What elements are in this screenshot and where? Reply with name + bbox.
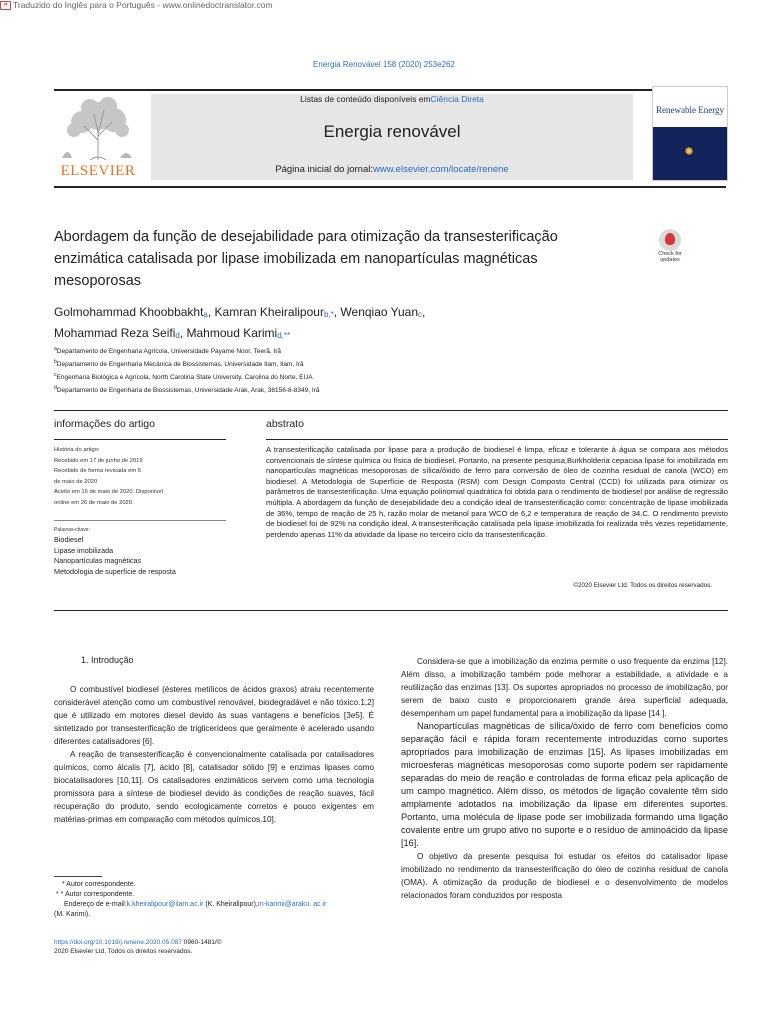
info-heading-rule	[54, 439, 226, 440]
elsevier-wordmark: ELSEVIER	[60, 163, 136, 179]
affiliation: $^c$Engenharia Biológica e Agrícola, North Carolina State University, Carolina do Norte, EUA	[54, 372, 313, 382]
email-link[interactable]: k.kheiralipour@ilam.ac.ir	[126, 901, 204, 908]
keyword-list	[54, 535, 226, 577]
author[interactable]: Mahmoud Karimi$_{d,**}$	[186, 326, 291, 340]
journal-banner	[151, 94, 633, 180]
abstract-text: A transesterificação catalisada por lipase para a produção de biodiesel é limpa, eficaz e tolerante à água se compara aos métodos convencionais de síntese química ou física de biodiesel. Portanto, na presente pesquisa,Burkholderia cepaciaa lipase foi imobilizada em nanopartículas magnéticas mesoporosas de sílica/óxido de ferro para conversão de óleo de cozinha residual de canola (WCO) em biodiesel. A Metodologia de Superfície de Resposta (RSM) com Design Composto Central (CCD) foi utilizada para otimizar os parâmetros de transesterificação. Uma equação polinomial quadrática foi obtida para o rendimento de biodiesel por análise de regressão múltipla. A abordagem da função de desejabilidade deu a condição ideal de transesterificação como: concentração de lipase imobilizada de 36%, tempo de reação de 25 h, razão molar de metanol para WCO de 6,2 e temperatura de reação de 34.C. O rendimento previsto de biodiesel foi de 92% na condição ideal. A transesterificação catalisada pela lipase imobilizada foi realizada três vezes repetidamente, perdendo apenas 11% da atividade da lipase no terceiro ciclo da transesterificação.	[266, 445, 728, 539]
paragraph: O objetivo da presente pesquisa foi estudar os efeitos do catalisador lipase imobilizado no rendimento da transesterificação do óleo de cozinha residual de canola (OMA). A otimização da produção de biodiesel e o desenvolvimento de modelos relacionados foram conduzidos por resposta	[401, 852, 728, 900]
cover-subtitle-decor	[653, 117, 727, 121]
author-list: Golmohammad Khoobbakht$_a$, Kamran Kheiralipour$_{b,*}$, Wenqiao Yuan$_c$, Mohammad Reza Seifi$_d$, Mahmoud Karimi$_{d,**}$	[54, 305, 426, 340]
contents-line: Listas de conteúdo disponíveis emCiência Direta	[300, 94, 484, 104]
tree-icon	[54, 96, 142, 162]
check-updates-label: Check for updates	[658, 251, 682, 263]
paragraph: Considera-se que a imobilização da enzima permite o uso frequente da enzima [12]. Além disso, a imobilização também pode melhorar a estabilidade, a atividade e a reutilização das enzimas [13]. Os suportes apropriados no processo de imobilização, por serem de baixo custo e proporcionarem grande área superficial adequada, desempenham um papel fundamental para a imobilização da lipase [14 ].	[401, 657, 728, 718]
abstract-copyright: ©2020 Elsevier Ltd. Todos os direitos reservados.	[573, 582, 712, 589]
sciencedirect-link[interactable]: Ciência Direta	[430, 94, 484, 104]
footnotes: * Autor correspondente. * * Autor correspondente. Endereço de e-mail:k.kheiralipour@ilam.ac.ir (K. Kheiralipour),m-karimi@araku. ac.ir (M. Karimi).	[54, 881, 327, 918]
translate-icon: ⇄	[0, 1, 11, 10]
paragraph: A reação de transesterificação é convencionalmente catalisada por catalisadores químicos, como álcalis [7], ácido [8], catalisador sólido [9] e enzimas lipases como biocatalisadores [10,11]. Os catalisadores enzimáticos servem como uma tecnologia promissora para a síntese de biodiesel devido às condições de reação suaves, fácil recuperação do produto, sendo ecologicamente corretos e pouco exigentes em matérias-primas em comparação com métodos químicos.10].	[54, 750, 374, 824]
keyword: Biodiesel	[54, 535, 84, 544]
doi-block: https://doi.org/10.1016/j.renene.2020.05.087 0960-1481/© 2020 Elsevier Ltd. Todos os direitos reservados.	[54, 939, 222, 955]
journal-cover[interactable]	[652, 86, 728, 181]
header-top-rule	[54, 89, 726, 91]
section-top-rule	[54, 410, 728, 411]
section-bottom-rule	[54, 610, 728, 611]
translator-text: Traduzido do Inglês para o Português - www.onlinedoctranslator.com	[13, 0, 273, 10]
journal-title: Energia renovável	[323, 122, 461, 141]
affiliation: $^b$Departamento de Engenharia Mecânica de Biossistemas, Universidade Ilam, Ilam, Irã	[54, 359, 304, 369]
paragraph: O combustível biodiesel (ésteres metílicos de ácidos graxos) atraiu recentemente considerável atenção como um combustível renovável, biodegradável e não tóxico.1,2] que é utilizado em motores diesel devido às suas vantagens e benefícios [3e5]. É sintetizado por transesterificação de triglicerídeos que geralmente é acelerado usando diferentes catalisadores [6].	[54, 685, 374, 746]
affiliation: $^d$Departamento de Engenharia de Biossistemas, Universidade Arak, Arak, 38156-8-8349, Irã	[54, 385, 320, 395]
bookmark-icon	[659, 229, 681, 251]
journal-homepage-link[interactable]: www.elsevier.com/locate/renene	[372, 164, 509, 175]
keyword: Nanopartículas magnéticas	[54, 556, 142, 565]
body-left-column	[54, 683, 374, 826]
cover-title: Renewable Energy	[655, 105, 725, 115]
article-title: Abordagem da função de desejabilidade para otimização da transesterificação enzimática catalisada por lipase imobilizada em nanopartículas magnéticas mesoporosas	[54, 229, 558, 289]
abstract-heading: abstrato	[266, 418, 304, 430]
article-info-heading: informações do artigo	[54, 418, 155, 430]
keywords-title: Palavras-chave:	[54, 527, 90, 533]
section-heading-introduction: 1. Introdução	[81, 655, 134, 665]
author[interactable]: Wenqiao Yuan$_c$	[340, 305, 423, 319]
history-rule	[54, 520, 226, 521]
cover-image	[653, 127, 727, 180]
keyword: Lipase imobilizada	[54, 545, 114, 555]
body-right-column	[401, 655, 728, 902]
keyword: Metodologia de superfície de resposta	[54, 566, 176, 576]
check-for-updates-button[interactable]	[651, 229, 689, 267]
article-history: História do artigo: Recebido em 17 de junho de 2019 Recebido de forma revisada em 6 de maio de 2020 Aceito em 16 de maio de 2020. Disponível online em 26 de maio de 2020.	[54, 447, 163, 506]
doi-link[interactable]: https://doi.org/10.1016/j.renene.2020.05.087	[54, 939, 182, 946]
email-link[interactable]: m-karimi@araku. ac.ir	[257, 901, 327, 908]
author[interactable]: Mohammad Reza Seifi$_d$	[54, 326, 180, 340]
translator-bar	[0, 0, 273, 10]
paragraph: Nanopartículas magnéticas de sílica/óxido de ferro com benefícios como separação fácil e rápida foram recentemente introduzidas como suportes apropriados para imobilização de enzimas [15]. As lipases imobilizadas em microesferas magnéticas mesoporosas como suporte podem ser rapidamente separadas do meio de reação e controladas de forma eficaz pela aplicação de um campo magnético. Além disso, os métodos de ligação covalente têm sido amplamente adotados na imobilização da lipase em diferentes suportes. Portanto, uma molécula de lipase pode ser imobilizada formando uma ligação covalente entre um grupo ativo no suporte e o resíduo de aminoácido da lipase [16].	[401, 721, 728, 848]
author[interactable]: Kamran Kheiralipour$_{b,*}$	[214, 305, 334, 319]
footnote-rule	[54, 876, 102, 877]
affiliation: $^a$Departamento de Engenharia Agrícola, Universidade Payame Noor, Teerã, Irã	[54, 346, 282, 356]
author[interactable]: Golmohammad Khoobbakht$_a$	[54, 305, 208, 319]
elsevier-logo	[54, 96, 142, 180]
affiliations	[54, 344, 574, 397]
journal-citation[interactable]: Energia Renovável 158 (2020) 253e262	[313, 60, 455, 69]
header-bottom-rule	[54, 186, 726, 188]
homepage-line: Página inicial do jornal:www.elsevier.com/locate/renene	[275, 164, 509, 175]
abstract-heading-rule	[266, 439, 728, 440]
